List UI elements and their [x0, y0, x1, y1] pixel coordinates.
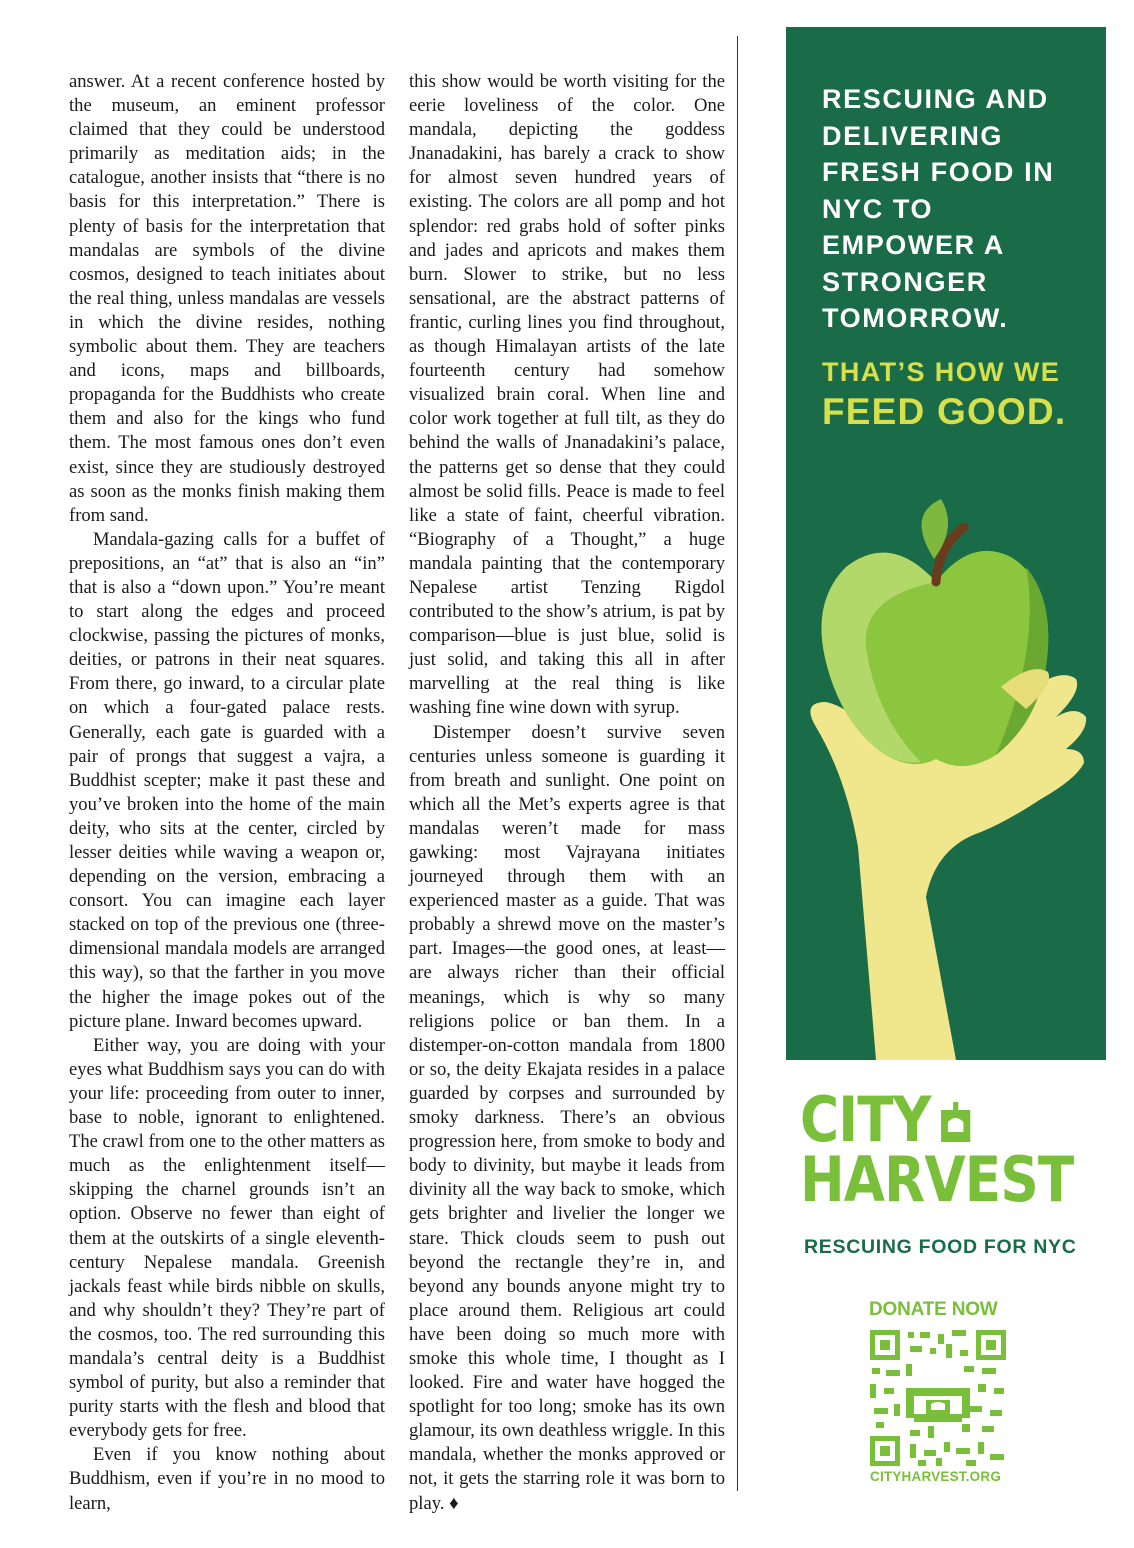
qr-code[interactable]	[870, 1330, 1006, 1466]
paragraph: Mandala-gazing calls for a buffet of prepositions, an “at” that is also an “in” that is also a “down upon.” You’re meant to start along the edges and proceed clockwise, passing the pictures of monks, deities, or patrons in their neat squares. From there, go inward, to a circular plate on which a four-gated palace rests. Generally, each gate is guarded with a pair of prongs that suggest a vajra, a Buddhist scepter; make it past these and you’ve broken into the home of the main deity, who sits at the center, circled by lesser deities while waving a weapon or, depending on the version, embracing a consort. You can imagine each layer stacked on top of the previous one (three-dimensional mandala models are arranged this way), so that the farther in you move the higher the image pokes out of the picture plane. Inward becomes upward.	[69, 528, 385, 1032]
city-harvest-ad-panel[interactable]	[786, 27, 1106, 1060]
article-column-1	[69, 70, 385, 1516]
logo-text-city: CITY	[800, 1083, 931, 1156]
column-rule	[737, 36, 738, 1491]
ad-tagline-small: THAT’S HOW WE	[822, 357, 1061, 387]
paragraph: answer. At a recent conference hosted by the museum, an eminent professor claimed that they could be understood primarily as meditation aids; in the catalogue, another insists that “there is no basis for this interpretation.” There is plenty of basis for the interpretation that mandalas are symbols of the divine cosmos, designed to teach initiates about the real thing, unless mandalas are vessels in which the divine resides, nothing symbolic about them. They are teachers and icons, maps and billboards, propaganda for the Buddhists who create them and also for the kings who fund them. The most famous ones don’t even exist, since they are studiously destroyed as soon as the monks finish making them from sand.	[69, 71, 385, 526]
donate-now-label[interactable]: DONATE NOW	[869, 1299, 998, 1320]
paragraph: Even if you know nothing about Buddhism, even if you’re in no mood to learn,	[69, 1444, 385, 1514]
paragraph: this show would be worth visiting for the eerie loveliness of the color. One mandala, depicting the goddess Jnanadakini, has barely a crack to show for almost seven hundred years of existing. The colors are all pomp and hot splendor: red grabs hold of softer pinks and jades and apricots and makes them burn. Slower to strike, but no less sensational, are the abstract patterns of frantic, curling lines you find throughout, as though Himalayan artists of the late fourteenth century had somehow visualized brain coral. When line and color work together at full tilt, as they do behind the walls of Jnanadakini’s palace, the patterns get so dense that they could almost be solid fills. Peace is made to feel like a state of faint, cheerful vibration. “Biography of a Thought,” a huge mandala painting that the contemporary Nepalese artist Tenzing Rigdol contributed to the show’s atrium, is pat by comparison—blue is just blue, solid is just solid, and taking this all in after marvelling at the real thing is like washing fine wine down with syrup.	[409, 71, 725, 719]
logo-subtitle: RESCUING FOOD FOR NYC	[804, 1236, 1077, 1258]
paragraph: Either way, you are doing with your eyes what Buddhism says you can do with your life: proceeding from outer to inner, base to noble, ignorant to enlightened. The crawl from one to the other matters as much as the enlightenment itself—skipping the charnel grounds isn’t an option. Observe no fewer than eight of them at the outskirts of a single eleventh-century Nepalese mandala. Greenish jackals feast while birds nibble on skulls, and why shouldn’t they? They’re part of the cosmos, too. The red surrounding this mandala’s central deity is a Buddhist symbol of purity, but also a reminder that purity starts with the flesh and blood that everybody gets for free.	[69, 1034, 385, 1442]
ad-headline: RESCUING AND DELIVERING FRESH FOOD IN NYC TO EMPOWER A STRONGER TOMORROW.	[822, 84, 1055, 333]
city-harvest-logo[interactable]	[800, 1083, 1100, 1216]
hand-holding-apple-illustration	[786, 487, 1106, 1060]
website-link[interactable]: CITYHARVEST.ORG	[870, 1469, 1002, 1484]
article-column-2	[409, 70, 725, 1516]
paragraph: Distemper doesn’t survive seven centuries unless someone is guarding it from breath and sunlight. One point on which all the Met’s experts agree is that mandalas weren’t made for mass gawking: most Vajrayana initiates journeyed through them with an experienced master as a guide. That was probably a shrewd move on the master’s part. Images—the good ones, at least—are always richer than their official meanings, which is why so many religions police or ban them. In a distemper-on-cotton mandala from 1800 or so, the deity Ekajata resides in a palace guarded by corpses and surrounded by smoky darkness. There’s an obvious progression here, from smoke to body and body to divinity, but maybe it leads from divinity all the way back to smoke, which gets brighter and livelier the longer we stare. Thick clouds seem to push out beyond the rectangle they’re in, and beyond any bounds anyone might try to place around them. Religious art could have been doing so much more with smoke this whole time, I thought as I looked. Fire and water have hogged the spotlight for too long; smoke has its own glamour, its own deathless wriggle. In this mandala, whether the monks approved or not, it gets the starring role it was born to play. ♦	[409, 721, 725, 1514]
logo-text-harvest: HARVEST	[800, 1143, 1074, 1216]
ad-tagline-big: FEED GOOD.	[822, 391, 1067, 432]
cart-icon	[936, 1102, 976, 1146]
